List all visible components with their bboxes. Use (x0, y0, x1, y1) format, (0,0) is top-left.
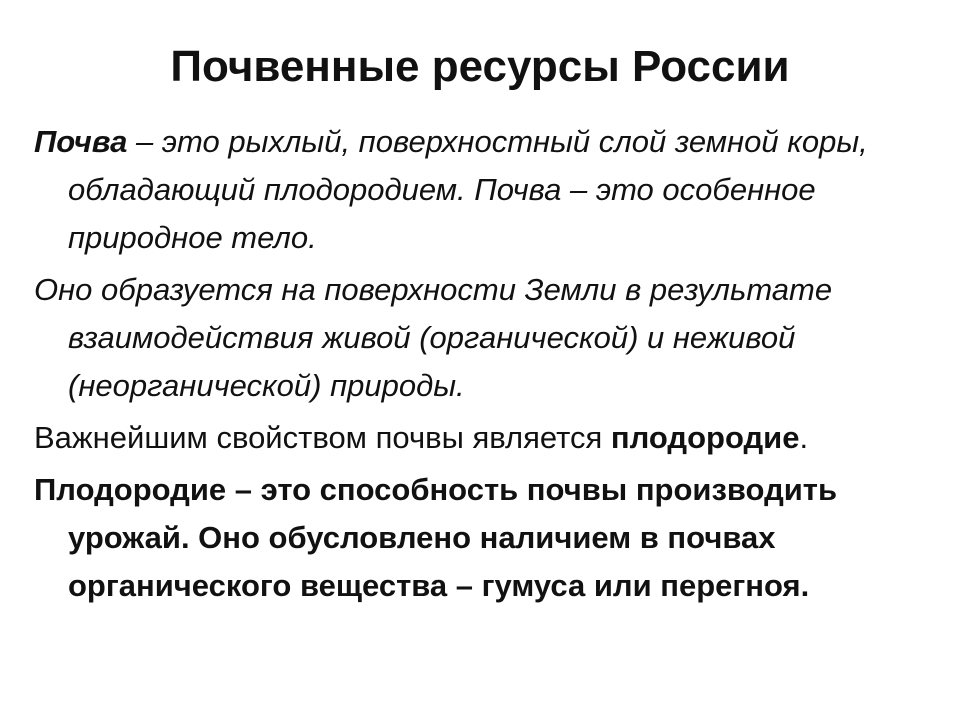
soil-formation-text: Оно образуется на поверхности Земли в результате взаимодействия живой (органической) и неживой (неорганической) природы. (34, 272, 833, 403)
paragraph-soil-definition (34, 118, 934, 262)
slide-title: Почвенные ресурсы России (170, 42, 790, 91)
soil-definition-text: – это рыхлый, поверхностный слой земной коры, обладающий плодородием. Почва – это особенное природное тело. (68, 124, 868, 255)
paragraph-soil-formation (34, 266, 934, 410)
key-property-end: . (799, 420, 809, 455)
paragraph-key-property (34, 414, 934, 462)
key-property-emphasis: плодородие (610, 420, 800, 455)
paragraph-fertility-definition (34, 466, 934, 610)
term-soil: Почва (34, 124, 128, 159)
key-property-text: Важнейшим свойством почвы является (34, 420, 611, 455)
slide-body (34, 118, 934, 616)
fertility-definition-text: Плодородие – это способность почвы производить урожай. Оно обусловлено наличием в почвах органического вещества – гумуса или перегноя. (34, 472, 838, 603)
